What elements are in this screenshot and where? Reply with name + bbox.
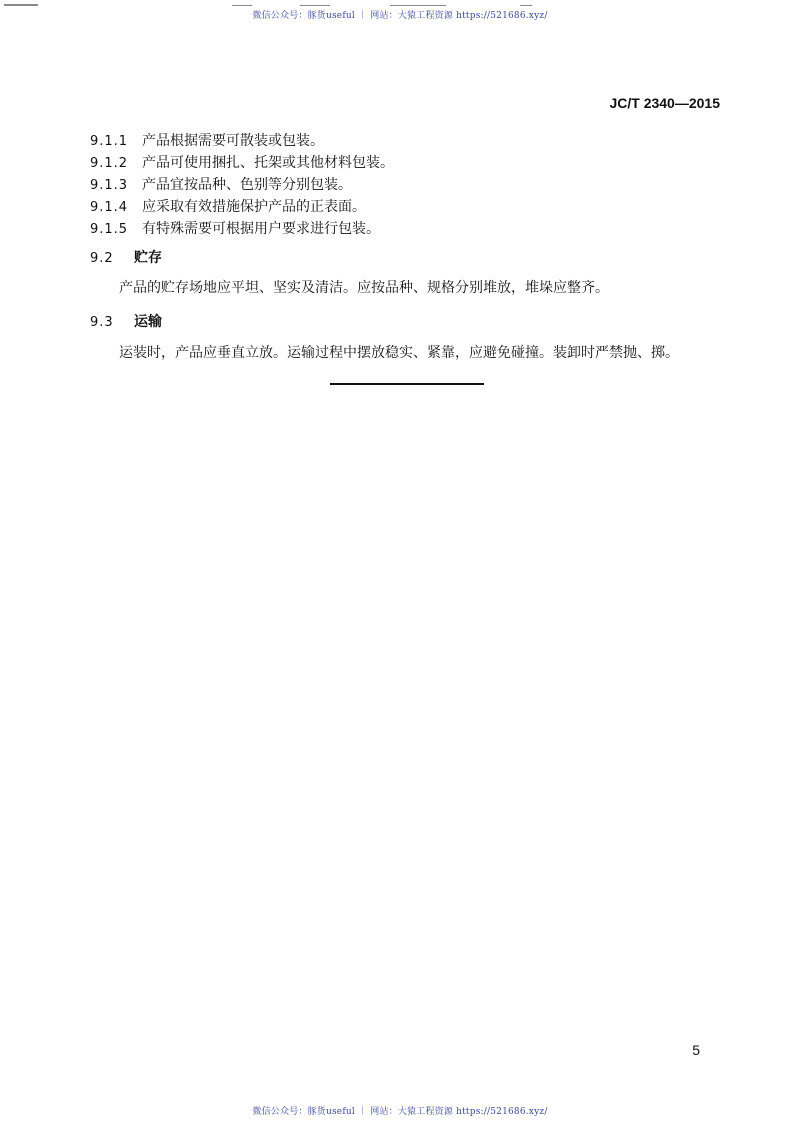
scan-mark [300,5,330,6]
clause-item [90,130,394,152]
section-title: 运输 [134,314,162,330]
clause-text: 有特殊需要可根据用户要求进行包装。 [142,221,380,237]
clause-number: 9.1.5 [90,222,129,237]
section-number: 9.3 [90,315,114,330]
section-title: 贮存 [134,250,162,266]
transport-paragraph: 运装时，产品应垂直立放。运输过程中摆放稳实、紧靠，应避免碰撞。装卸时严禁抛、掷。 [119,345,679,361]
clause-text: 产品可使用捆扎、托架或其他材料包装。 [142,155,394,171]
clause-number: 9.1.4 [90,200,129,215]
clause-text: 应采取有效措施保护产品的正表面。 [142,199,366,215]
watermark-top: 微信公众号：豚货useful ｜ 网站：大猿工程资源 https://521686.xyz/ [252,11,548,21]
scan-mark [232,5,252,6]
end-of-standard-rule [330,383,484,385]
clause-number: 9.1.3 [90,178,129,193]
scan-mark [520,5,532,6]
clause-number: 9.1.1 [90,134,129,149]
clause-item [90,196,394,218]
watermark-bottom: 微信公众号：豚货useful ｜ 网站：大猿工程资源 https://521686.xyz/ [252,1107,548,1117]
clause-text: 产品根据需要可散装或包装。 [142,133,324,149]
clause-list [90,130,394,240]
clause-item [90,152,394,174]
clause-number: 9.1.2 [90,156,129,171]
section-heading-transport [90,311,162,331]
document-id: JC/T 2340—2015 [609,95,720,111]
clause-text: 产品宜按品种、色别等分别包装。 [142,177,352,193]
scan-mark [4,4,38,6]
section-heading-storage [90,247,162,267]
clause-item [90,218,394,240]
scan-mark [390,5,446,6]
storage-paragraph: 产品的贮存场地应平坦、坚实及清洁。应按品种、规格分别堆放，堆垛应整齐。 [119,280,609,296]
page-number: 5 [692,1042,700,1058]
clause-item [90,174,394,196]
section-number: 9.2 [90,251,114,266]
